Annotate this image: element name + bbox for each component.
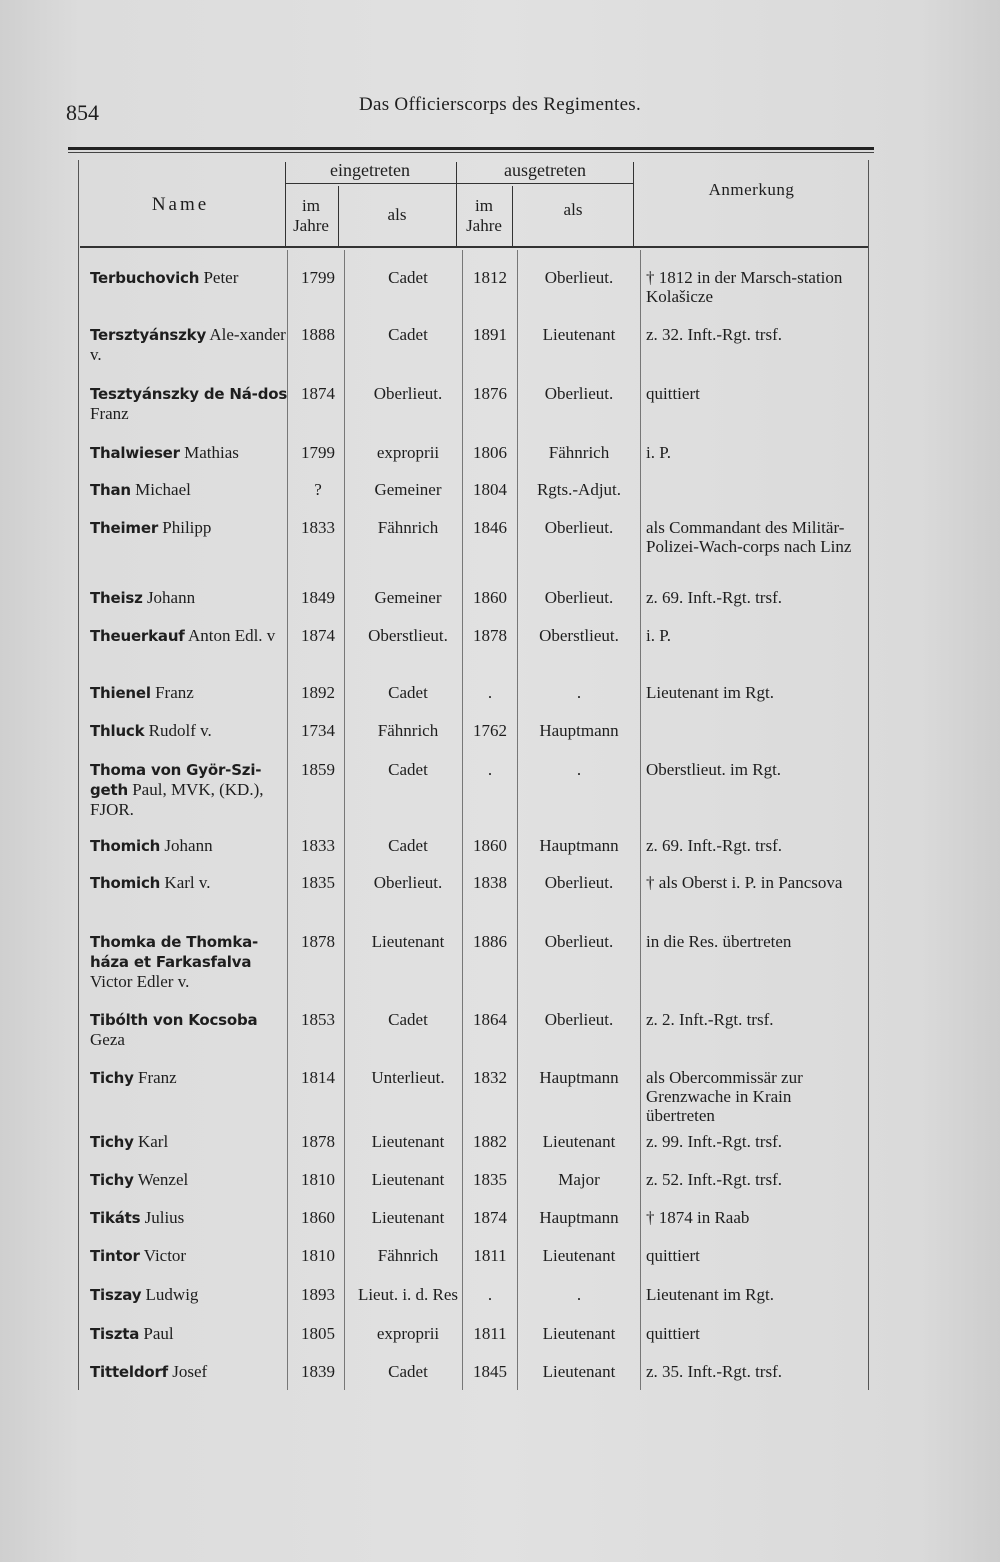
given-name: Franz (155, 683, 194, 702)
column-header-remark: Anmerkung (708, 180, 795, 199)
given-name: Victor Edler v. (90, 972, 190, 991)
officer-name (90, 1362, 288, 1382)
remark: quittiert (646, 384, 700, 403)
remark: z. 35. Inft.-Rgt. trsf. (646, 1362, 782, 1381)
rank-left: Lieutenant (542, 1362, 616, 1381)
surname: Theisz (90, 589, 143, 607)
year-entered: 1839 (301, 1362, 335, 1381)
given-name: Mathias (184, 443, 239, 462)
surname: Tikáts (90, 1209, 141, 1227)
rank-left: . (576, 760, 582, 779)
year-entered: 1810 (301, 1170, 335, 1189)
rank-left: Hauptmann (539, 836, 619, 855)
year-entered: 1810 (301, 1246, 335, 1265)
given-name: Johann (146, 588, 196, 607)
year-left: 1804 (473, 480, 507, 499)
officer-name (90, 721, 288, 741)
column-header-as-out: als (563, 200, 583, 219)
officer-name (90, 1246, 288, 1266)
rank-entered: Lieut. i. d. Res (357, 1285, 459, 1304)
rank-entered: Gemeiner (374, 588, 442, 607)
year-entered: ? (314, 480, 322, 499)
rank-left: Oberlieut. (544, 588, 614, 607)
remark: z. 2. Inft.-Rgt. trsf. (646, 1010, 774, 1029)
year-entered: 1799 (301, 268, 335, 287)
surname: Tichy (90, 1171, 134, 1189)
year-left: 1874 (473, 1208, 507, 1227)
officer-name (90, 873, 288, 893)
year-left: 1835 (473, 1170, 507, 1189)
rank-entered: Cadet (388, 1362, 428, 1381)
officer-name (90, 1010, 288, 1049)
given-name: Franz (137, 1068, 177, 1087)
rank-entered: Lieutenant (371, 1132, 445, 1151)
year-left: . (487, 683, 493, 702)
year-entered: 1874 (301, 384, 335, 403)
officer-name (90, 932, 288, 991)
surname: Thomich (90, 874, 161, 892)
officer-name (90, 1132, 288, 1152)
rank-left: Fähnrich (548, 443, 610, 462)
rank-entered: Oberstlieut. (368, 626, 448, 645)
rank-left: Oberlieut. (544, 518, 614, 537)
remark: Lieutenant im Rgt. (646, 683, 774, 702)
given-name: Michael (135, 480, 191, 499)
officer-name (90, 325, 288, 364)
surname: Tichy (90, 1069, 134, 1087)
given-name: Karl (137, 1132, 169, 1151)
rank-entered: Lieutenant (371, 1170, 445, 1189)
year-entered: 1849 (301, 588, 335, 607)
year-entered: 1833 (301, 518, 335, 537)
column-header-name: Name (151, 194, 210, 215)
rank-entered: Oberlieut. (373, 384, 443, 403)
rank-entered: Gemeiner (374, 480, 442, 499)
given-name: Josef (172, 1362, 208, 1381)
rank-entered: Fähnrich (377, 721, 439, 740)
rank-entered: Cadet (388, 683, 428, 702)
rank-left: . (576, 683, 582, 702)
rank-left: Oberlieut. (544, 873, 614, 892)
officer-name (90, 1170, 288, 1190)
rank-entered: Lieutenant (371, 1208, 445, 1227)
surname: Than (90, 481, 131, 499)
given-name: Paul (143, 1324, 174, 1343)
rank-entered: Unterlieut. (371, 1068, 445, 1087)
year-entered: 1734 (301, 721, 335, 740)
remark: z. 99. Inft.-Rgt. trsf. (646, 1132, 782, 1151)
year-entered: 1893 (301, 1285, 335, 1304)
year-left: 1811 (473, 1246, 507, 1265)
rank-entered: Cadet (388, 325, 428, 344)
year-left: 1878 (473, 626, 507, 645)
page-number: 854 (66, 100, 99, 125)
surname: Tersztyánszky (90, 326, 207, 344)
year-entered: 1878 (301, 932, 335, 951)
given-name: Geza (90, 1030, 125, 1049)
surname: Thienel (90, 684, 151, 702)
column-group-left: ausgetreten (504, 160, 586, 180)
year-left: 1860 (473, 588, 507, 607)
given-name: Victor (143, 1246, 187, 1265)
surname: Thomich (90, 837, 161, 855)
officer-name (90, 443, 288, 463)
remark: als Commandant des Militär-Polizei-Wach-corps nach Linz (646, 518, 852, 556)
year-entered: 1799 (301, 443, 335, 462)
year-entered: 1888 (301, 325, 335, 344)
rank-left: Oberlieut. (544, 268, 614, 287)
rank-entered: Cadet (388, 836, 428, 855)
rank-left: Oberlieut. (544, 932, 614, 951)
rank-entered: Fähnrich (377, 1246, 439, 1265)
remark: i. P. (646, 443, 672, 462)
year-left: 1864 (473, 1010, 507, 1029)
rank-entered: Fähnrich (377, 518, 439, 537)
year-left: 1876 (473, 384, 507, 403)
year-entered: 1853 (301, 1010, 335, 1029)
remark: † 1874 in Raab (646, 1208, 750, 1227)
given-name: Paul, MVK, (KD.), FJOR. (90, 780, 264, 819)
rank-left: Oberstlieut. (539, 626, 619, 645)
officer-name (90, 760, 288, 819)
rank-left: Major (558, 1170, 600, 1189)
year-left: 1886 (473, 932, 507, 951)
remark: Lieutenant im Rgt. (646, 1285, 774, 1304)
rank-left: Hauptmann (539, 1208, 619, 1227)
given-name: Philipp (162, 518, 212, 537)
remark: als Obercommissär zur Grenzwache in Krain übertreten (646, 1068, 803, 1125)
column-header-year-in: im Jahre (293, 196, 329, 235)
remark: † 1812 in der Marsch-station Kolašicze (646, 268, 843, 306)
remark: i. P. (646, 626, 672, 645)
year-entered: 1833 (301, 836, 335, 855)
officer-name (90, 1208, 288, 1228)
surname: Tibólth von Kocsoba (90, 1011, 258, 1029)
officer-name (90, 1324, 288, 1344)
surname: Thluck (90, 722, 145, 740)
rank-left: . (576, 1285, 582, 1304)
surname: Theimer (90, 519, 159, 537)
given-name: Franz (90, 404, 129, 423)
year-entered: 1874 (301, 626, 335, 645)
surname: Thalwieser (90, 444, 180, 462)
year-entered: 1814 (301, 1068, 335, 1087)
running-head: Das Officierscorps des Regimentes. (358, 94, 642, 115)
given-name: Anton Edl. v (187, 626, 276, 645)
officer-name (90, 683, 288, 703)
rank-entered: Lieutenant (371, 932, 445, 951)
remark: Oberstlieut. im Rgt. (646, 760, 782, 779)
given-name: Karl v. (164, 873, 211, 892)
surname: Tiszay (90, 1286, 142, 1304)
given-name: Rudolf v. (148, 721, 212, 740)
rank-left: Rgts.-Adjut. (536, 480, 622, 499)
officer-name (90, 480, 288, 500)
rank-left: Lieutenant (542, 1246, 616, 1265)
officer-name (90, 836, 288, 856)
given-name: Wenzel (137, 1170, 189, 1189)
rank-entered: Oberlieut. (373, 873, 443, 892)
surname: Theuerkauf (90, 627, 185, 645)
officer-name (90, 268, 288, 288)
officer-name (90, 1285, 288, 1305)
rank-entered: Cadet (388, 760, 428, 779)
surname: Tintor (90, 1247, 140, 1265)
surname: Tiszta (90, 1325, 140, 1343)
officer-name (90, 588, 288, 608)
given-name: Ale-xander v. (90, 325, 286, 364)
remark: in die Res. übertreten (646, 932, 792, 951)
given-name: Julius (144, 1208, 185, 1227)
year-left: 1845 (473, 1362, 507, 1381)
officer-name (90, 1068, 288, 1088)
remark: z. 52. Inft.-Rgt. trsf. (646, 1170, 782, 1189)
given-name: Ludwig (145, 1285, 199, 1304)
year-left: 1891 (473, 325, 507, 344)
column-header-as-in: als (387, 205, 407, 224)
year-left: . (487, 1285, 493, 1304)
given-name: Johann (164, 836, 213, 855)
column-header-year-out: im Jahre (466, 196, 502, 235)
year-left: 1762 (473, 721, 507, 740)
rank-left: Oberlieut. (544, 1010, 614, 1029)
given-name: Peter (203, 268, 239, 287)
year-left: 1846 (473, 518, 507, 537)
rank-left: Oberlieut. (544, 384, 614, 403)
surname: Tesztyánszky de Ná-dos (90, 385, 288, 403)
rank-left: Hauptmann (539, 721, 619, 740)
rank-entered: exproprii (376, 443, 440, 462)
rank-left: Lieutenant (542, 1324, 616, 1343)
year-entered: 1805 (301, 1324, 335, 1343)
rank-entered: Cadet (388, 1010, 428, 1029)
year-left: 1811 (473, 1324, 507, 1343)
officer-name (90, 518, 288, 538)
rank-entered: exproprii (376, 1324, 440, 1343)
year-entered: 1859 (301, 760, 335, 779)
surname: Thoma von Györ-Szi-geth (90, 761, 262, 799)
remark: quittiert (646, 1246, 700, 1265)
officer-name (90, 626, 288, 646)
column-group-entered: eingetreten (330, 160, 410, 180)
year-left: . (487, 760, 493, 779)
remark: z. 69. Inft.-Rgt. trsf. (646, 588, 782, 607)
year-left: 1806 (473, 443, 507, 462)
year-entered: 1860 (301, 1208, 335, 1227)
year-entered: 1878 (301, 1132, 335, 1151)
remark: † als Oberst i. P. in Pancsova (646, 873, 843, 892)
year-left: 1812 (473, 268, 507, 287)
year-left: 1838 (473, 873, 507, 892)
surname: Terbuchovich (90, 269, 200, 287)
remark: quittiert (646, 1324, 700, 1343)
surname: Titteldorf (90, 1363, 168, 1381)
year-left: 1832 (473, 1068, 507, 1087)
officer-name (90, 384, 288, 423)
year-left: 1860 (473, 836, 507, 855)
rank-left: Lieutenant (542, 325, 616, 344)
surname: Tichy (90, 1133, 134, 1151)
year-entered: 1835 (301, 873, 335, 892)
year-left: 1882 (473, 1132, 507, 1151)
year-entered: 1892 (301, 683, 335, 702)
rank-entered: Cadet (388, 268, 428, 287)
rank-left: Lieutenant (542, 1132, 616, 1151)
rank-left: Hauptmann (539, 1068, 619, 1087)
remark: z. 32. Inft.-Rgt. trsf. (646, 325, 782, 344)
surname: Thomka de Thomka-háza et Farkasfalva (90, 933, 259, 971)
remark: z. 69. Inft.-Rgt. trsf. (646, 836, 782, 855)
